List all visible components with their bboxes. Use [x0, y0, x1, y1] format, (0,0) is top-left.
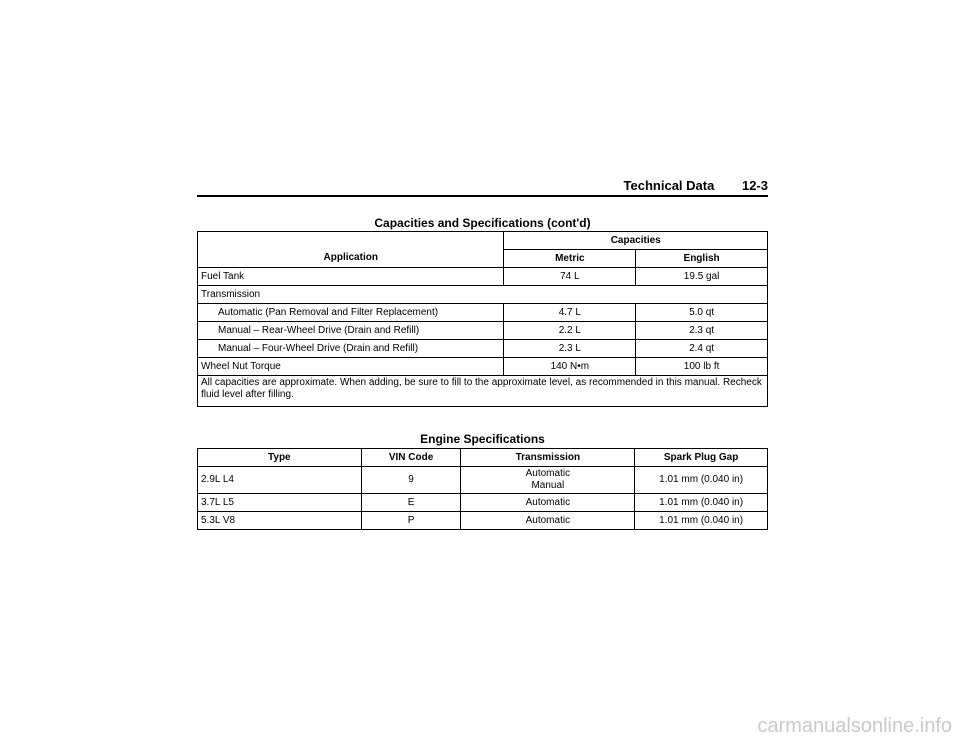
gap-cell: 1.01 mm (0.040 in) [635, 467, 768, 494]
capacities-table [197, 231, 768, 407]
section-title: Technical Data [623, 178, 715, 193]
metric-cell: 2.2 L [504, 322, 636, 340]
table-row [198, 512, 768, 530]
gap-cell: 1.01 mm (0.040 in) [635, 494, 768, 512]
table-row [198, 494, 768, 512]
watermark: carmanualsonline.info [757, 715, 952, 737]
gap-cell: 1.01 mm (0.040 in) [635, 512, 768, 530]
type-cell: 3.7L L5 [198, 494, 362, 512]
application-header-top [198, 232, 504, 250]
transmission-cell: Automatic [461, 512, 635, 530]
english-cell: 2.4 qt [636, 340, 768, 358]
english-cell: 100 lb ft [636, 358, 768, 376]
table-row [198, 340, 768, 358]
table-row [198, 467, 768, 494]
vin-cell: E [361, 494, 461, 512]
capacities-note: All capacities are approximate. When adding, be sure to fill to the approximate level, as recommended in this manual. Recheck fluid level after filling. [198, 376, 768, 407]
application-cell: Fuel Tank [198, 268, 504, 286]
table-row [198, 376, 768, 407]
metric-cell: 140 N•m [504, 358, 636, 376]
english-cell: 19.5 gal [636, 268, 768, 286]
type-header: Type [198, 449, 362, 467]
metric-header: Metric [504, 250, 636, 268]
table-row [198, 304, 768, 322]
transmission-cell: Automatic [461, 494, 635, 512]
capacities-group-header: Capacities [504, 232, 768, 250]
application-cell: Transmission [198, 286, 768, 304]
table-row [198, 268, 768, 286]
spark-plug-gap-header: Spark Plug Gap [635, 449, 768, 467]
metric-cell: 2.3 L [504, 340, 636, 358]
vin-cell: 9 [361, 467, 461, 494]
application-cell: Automatic (Pan Removal and Filter Replacement) [198, 304, 504, 322]
table-row [198, 322, 768, 340]
transmission-cell [461, 467, 635, 494]
metric-cell: 74 L [504, 268, 636, 286]
english-cell: 5.0 qt [636, 304, 768, 322]
application-header: Application [198, 250, 504, 268]
english-header: English [636, 250, 768, 268]
transmission-header: Transmission [461, 449, 635, 467]
english-cell: 2.3 qt [636, 322, 768, 340]
vin-code-header: VIN Code [361, 449, 461, 467]
metric-cell: 4.7 L [504, 304, 636, 322]
application-cell: Wheel Nut Torque [198, 358, 504, 376]
application-cell: Manual – Four-Wheel Drive (Drain and Refill) [198, 340, 504, 358]
table-row [198, 358, 768, 376]
vin-cell: P [361, 512, 461, 530]
capacities-caption: Capacities and Specifications (cont'd) [374, 216, 591, 230]
transmission-line: Manual [531, 480, 565, 491]
table-row [198, 286, 768, 304]
transmission-line: Automatic [525, 468, 571, 479]
type-cell: 5.3L V8 [198, 512, 362, 530]
page-header [197, 178, 768, 197]
engine-table [197, 448, 768, 530]
engine-caption: Engine Specifications [420, 432, 545, 446]
page-number: 12-3 [741, 178, 768, 193]
application-cell: Manual – Rear-Wheel Drive (Drain and Refill) [198, 322, 504, 340]
type-cell: 2.9L L4 [198, 467, 362, 494]
